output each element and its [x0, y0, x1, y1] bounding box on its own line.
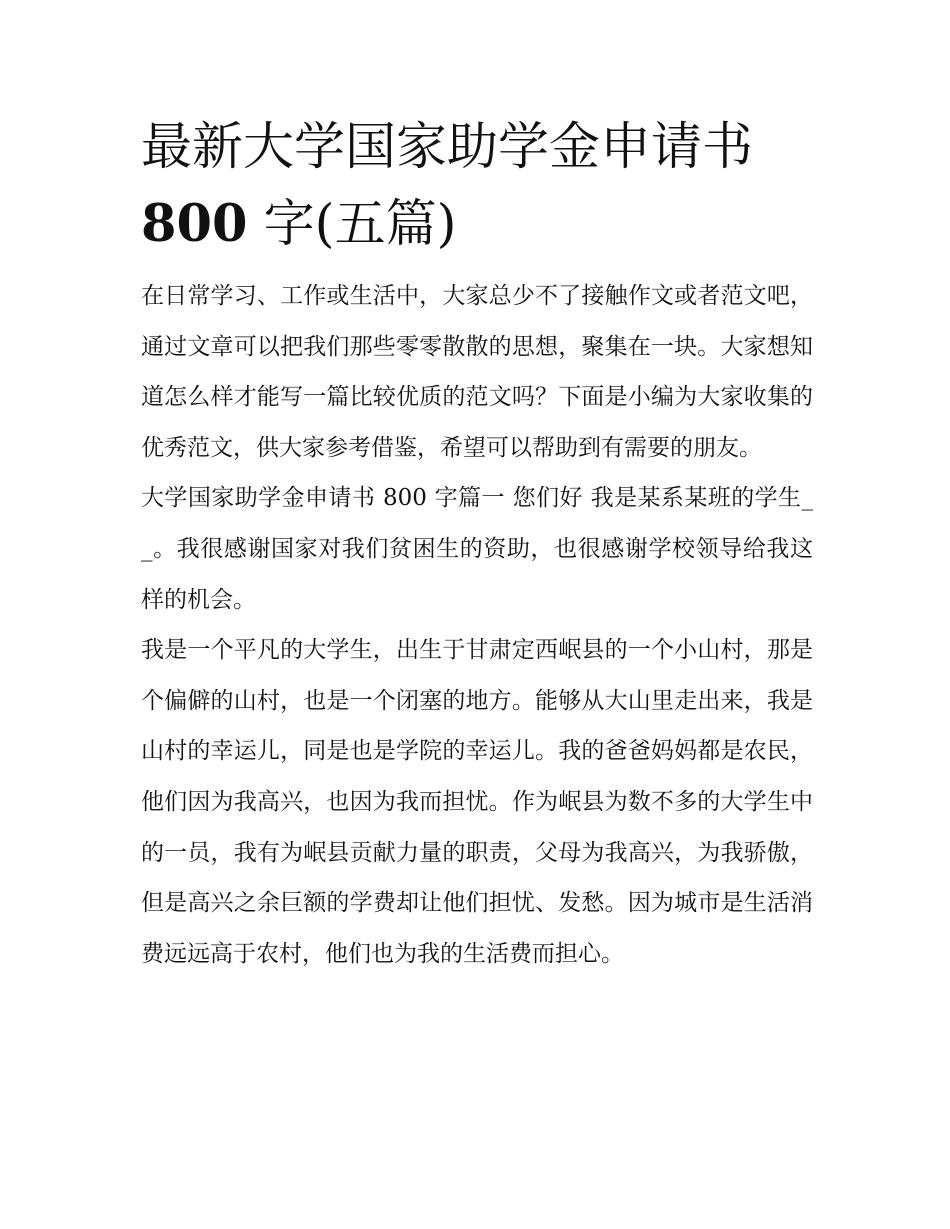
title-line-1: 最新大学国家助学金申请书: [141, 118, 754, 177]
title-number: 800: [141, 194, 248, 254]
paragraph-letter-opening: 大学国家助学金申请书 800 字篇一 您们好 我是某系某班的学生__。我很感谢国家对我们贫困生的资助，也很感谢学校领导给我这样的机会。: [141, 485, 813, 613]
title-line-2: [141, 186, 813, 263]
paragraph-intro: 在日常学习、工作或生活中，大家总少不了接触作文或者范文吧，通过文章可以把我们那些零零散散的思想，聚集在一块。大家想知道怎么样才能写一篇比较优质的范文吗？下面是小编为大家收集的优秀范文，供大家参考借鉴，希望可以帮助到有需要的朋友。: [141, 283, 813, 461]
document-content: [141, 110, 813, 979]
document-title: [141, 110, 813, 263]
document-body: [141, 271, 813, 979]
paragraph-background: 我是一个平凡的大学生，出生于甘肃定西岷县的一个小山村，那是个偏僻的山村，也是一个闭塞的地方。能够从大山里走出来，我是山村的幸运儿，同是也是学院的幸运儿。我的爸爸妈妈都是农民，他们因为我高兴，也因为我而担忧。作为岷县为数不多的大学生中的一员，我有为岷县贡献力量的职责，父母为我高兴，为我骄傲，但是高兴之余巨额的学费却让他们担忧、发愁。因为城市是生活消费远远高于农村，他们也为我的生活费而担心。: [141, 637, 813, 967]
title-suffix: 字(五篇): [247, 195, 457, 254]
